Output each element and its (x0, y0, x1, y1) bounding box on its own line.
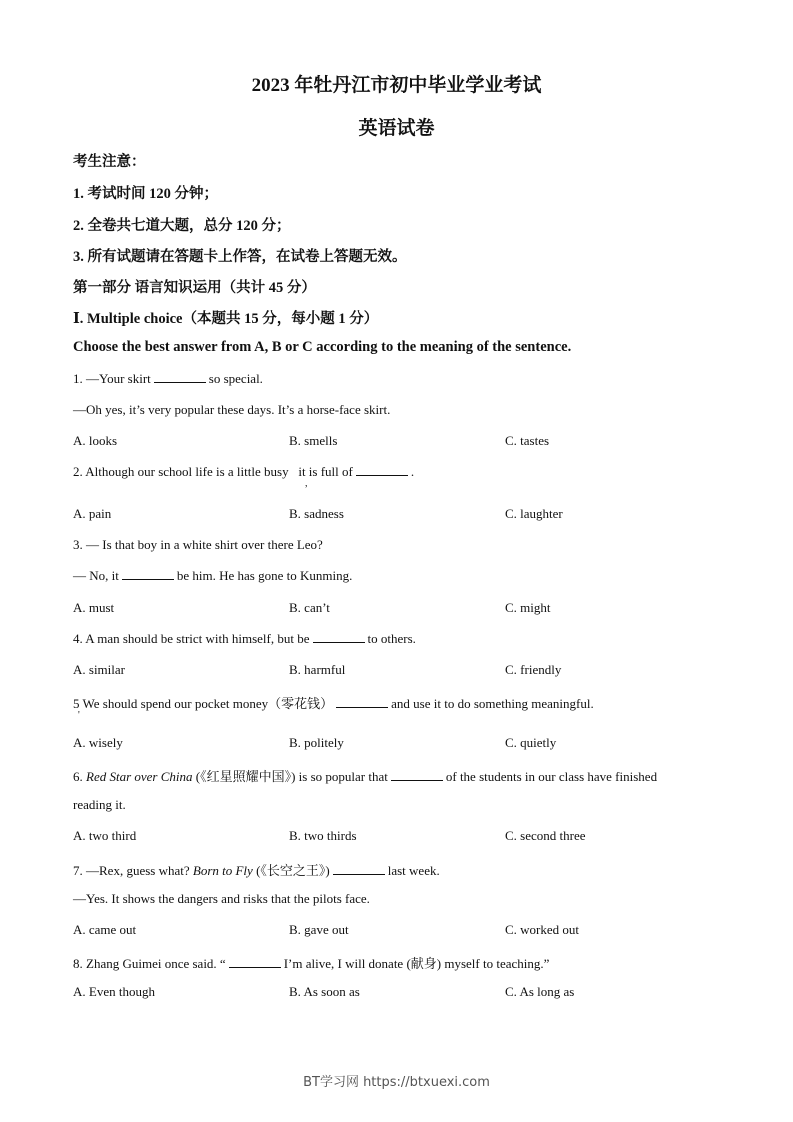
question-5-stem (73, 693, 594, 712)
q1-option-a: A. looks (73, 433, 118, 448)
exam-subtitle: 英语试卷 (358, 118, 435, 139)
q6-text-a: (《红星照耀中国》) is so popular that (192, 769, 388, 784)
q7-option-a: A. came out (73, 922, 137, 937)
q7-text-b: (《长空之王》) (252, 863, 330, 878)
question-6-stem (73, 766, 657, 785)
instruction: Choose the best answer from A, B or C according to the meaning of the sentence. (73, 339, 572, 355)
notice-item-3: 3. 所有试题请在答题卡上作答，在试卷上答题无效。 (73, 249, 407, 265)
question-4-stem (73, 631, 416, 647)
q6-text-b: of the students in our class have finished (445, 769, 658, 784)
answer-blank (391, 770, 443, 781)
question-7-stem (73, 860, 440, 879)
answer-blank (313, 632, 365, 643)
q6-num: 6. (73, 769, 86, 784)
stray-comma: , (305, 478, 308, 489)
answer-blank (333, 864, 385, 875)
q4-option-a: A. similar (73, 662, 125, 677)
question-2-stem (73, 464, 414, 480)
q3-option-b: B. can’t (289, 600, 330, 615)
q6-option-b: B. two thirds (289, 828, 357, 843)
q1-option-b: B. smells (289, 433, 338, 448)
question-6-cont: reading it. (73, 797, 126, 812)
q2-text-b: it is full of (298, 464, 353, 479)
q1-text-b: so special. (208, 371, 263, 386)
question-1-stem (73, 371, 263, 387)
q2-option-a: A. pain (73, 506, 112, 521)
q8-option-c: C. As long as (505, 984, 575, 999)
q1-text-a: 1. —Your skirt (73, 371, 151, 386)
q5-text-a: 5 We should spend our pocket money（零花钱） (73, 696, 334, 711)
q8-text-b: I’m alive, I will donate (献身) myself to teaching.” (283, 956, 550, 971)
notice-item-2: 2. 全卷共七道大题，总分 120 分； (73, 218, 291, 234)
q7-film-title: Born to Fly (192, 863, 253, 878)
q8-option-b: B. As soon as (289, 984, 360, 999)
q7-option-c: C. worked out (505, 922, 580, 937)
question-7-reply: —Yes. It shows the dangers and risks that the pilots face. (73, 891, 370, 906)
q5-text-b: and use it to do something meaningful. (391, 696, 594, 711)
answer-blank (229, 957, 281, 968)
answer-blank (122, 569, 174, 580)
q3-text-a: — No, it (73, 568, 119, 583)
q5-option-c: C. quietly (505, 735, 557, 750)
q4-text-b: to others. (367, 631, 416, 646)
question-3-stem: 3. — Is that boy in a white shirt over there Leo? (73, 537, 323, 552)
q4-option-c: C. friendly (505, 662, 562, 677)
section-title: Ⅰ. Multiple choice（本题共 15 分，每小题 1 分） (73, 311, 379, 327)
question-8-stem (73, 953, 549, 972)
q8-option-a: A. Even though (73, 984, 155, 999)
exam-title: 2023 年牡丹江市初中毕业学业考试 (251, 75, 542, 96)
q3-option-c: C. might (505, 600, 551, 615)
notice-heading: 考生注意： (73, 154, 146, 170)
q6-option-c: C. second three (505, 828, 586, 843)
answer-blank (154, 372, 206, 383)
q8-text-a: 8. Zhang Guimei once said. “ (73, 956, 226, 971)
q5-option-a: A. wisely (73, 735, 123, 750)
q3-text-b: be him. He has gone to Kunming. (176, 568, 353, 583)
q2-option-c: C. laughter (505, 506, 563, 521)
answer-blank (356, 465, 408, 476)
q2-text-c: . (410, 464, 415, 479)
answer-blank (336, 697, 388, 708)
q7-option-b: B. gave out (289, 922, 349, 937)
q4-option-b: B. harmful (289, 662, 346, 677)
stray-dot: ' (78, 710, 80, 721)
question-3-reply (73, 568, 352, 584)
notice-item-1: 1. 考试时间 120 分钟； (73, 186, 218, 202)
q3-option-a: A. must (73, 600, 115, 615)
q6-book-title: Red Star over China (86, 769, 193, 784)
q5-option-b: B. politely (289, 735, 344, 750)
q2-text-a: 2. Although our school life is a little busy (73, 464, 289, 479)
q2-option-b: B. sadness (289, 506, 344, 521)
q7-text-a: 7. —Rex, guess what? (73, 863, 193, 878)
q6-option-a: A. two third (73, 828, 137, 843)
part-title: 第一部分 语言知识运用（共计 45 分） (73, 280, 316, 296)
question-1-reply: —Oh yes, it’s very popular these days. It’s a horse-face skirt. (73, 402, 391, 417)
q4-text-a: 4. A man should be strict with himself, but be (73, 631, 310, 646)
q7-text-c: last week. (387, 863, 440, 878)
q1-option-c: C. tastes (505, 433, 550, 448)
watermark-footer: BT学习网 https://btxuexi.com (303, 1075, 490, 1090)
